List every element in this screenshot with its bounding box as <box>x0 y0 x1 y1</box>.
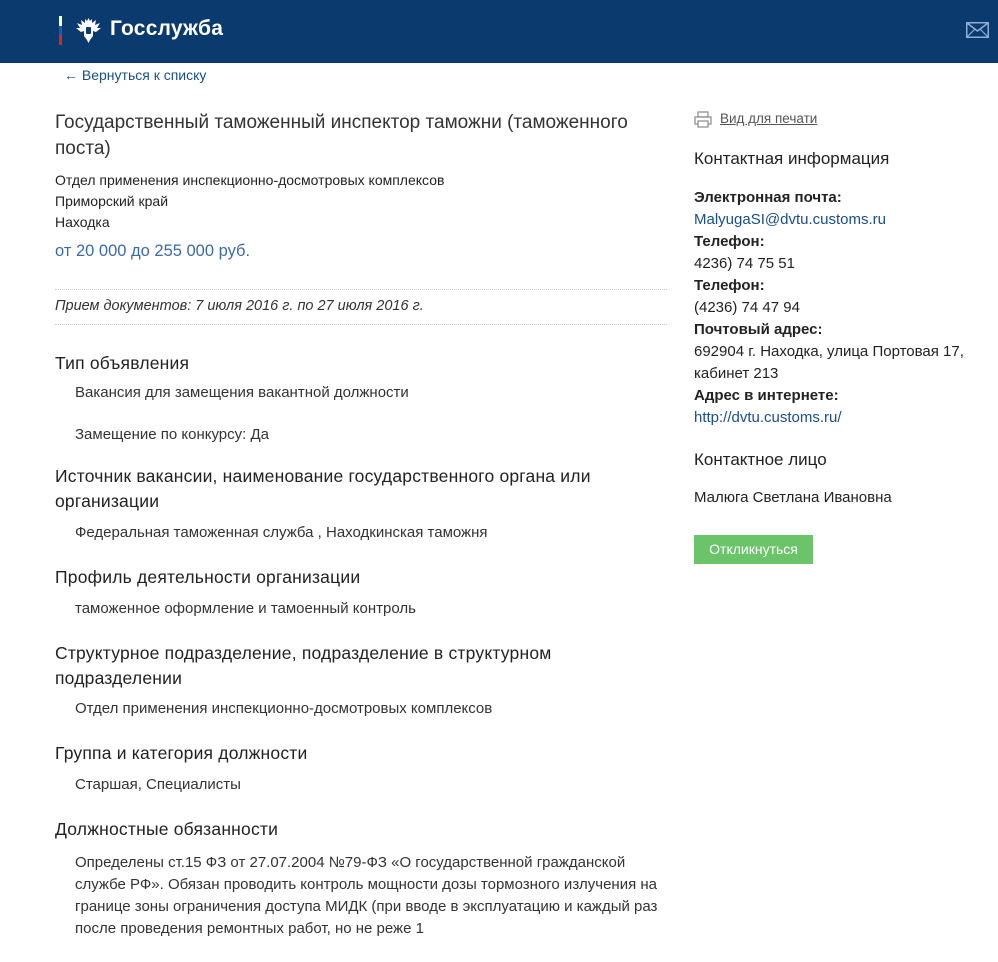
section-unit-title: Структурное подразделение, подразделение в структурном подразделении <box>55 643 552 688</box>
vacancy-main-column <box>55 110 667 940</box>
printer-icon[interactable] <box>694 111 712 128</box>
print-view[interactable] <box>694 110 994 132</box>
contact-heading: Контактная информация <box>694 149 890 168</box>
email-link[interactable]: MalyugaSI@dvtu.customs.ru <box>694 211 886 228</box>
vacancy-department: Отдел применения инспекционно-досмотровых комплексов <box>55 172 445 188</box>
double-headed-eagle-icon <box>75 16 102 45</box>
section-ad-type-competition: Замещение по конкурсу: Да <box>75 426 269 443</box>
section-group-value: Старшая, Специалисты <box>75 776 241 793</box>
back-to-list-link[interactable]: ← Вернуться к списку <box>64 67 207 83</box>
documents-period: Прием документов: 7 июля 2016 г. по 27 июля 2016 г. <box>55 289 667 325</box>
section-group-title: Группа и категория должности <box>55 743 308 763</box>
section-unit-value: Отдел применения инспекционно-досмотровых комплексов <box>75 700 493 717</box>
vacancy-salary: от 20 000 до 255 000 руб. <box>55 242 251 260</box>
vacancy-title: Государственный таможенный инспектор таможни (таможенного поста) <box>55 112 628 159</box>
russian-flag-icon <box>59 16 62 45</box>
contact-person-name: Малюга Светлана Ивановна <box>694 489 892 506</box>
vacancy-region: Приморский край <box>55 193 169 209</box>
contact-sidebar <box>694 110 994 509</box>
envelope-icon[interactable] <box>966 22 989 38</box>
address-value: 692904 г. Находка, улица Портовая 17, кабинет 213 <box>694 343 964 382</box>
address-label: Почтовый адрес: <box>694 321 823 338</box>
phone1-label: Телефон: <box>694 233 765 250</box>
respond-button[interactable]: Откликнуться <box>694 535 813 564</box>
phone2-value: (4236) 74 47 94 <box>694 299 800 316</box>
phone1-value: 4236) 74 75 51 <box>694 255 795 272</box>
section-duties-value: Определены ст.15 ФЗ от 27.07.2004 №79-ФЗ «О государственной гражданской службе РФ». Обязан проводить контроль мощности дозы тормозного излучения на границе зоны ограничения доступа МИДК (при вводе в эксплуатацию и каждый раз после проведения ремонтных работ, но не реже 1 <box>75 854 658 937</box>
vacancy-city: Находка <box>55 214 110 230</box>
email-label: Электронная почта: <box>694 189 842 206</box>
section-profile-value: таможенное оформление и тамоенный контроль <box>75 600 416 617</box>
site-logo-text[interactable]: Госслужба <box>110 17 224 40</box>
section-source-value: Федеральная таможенная служба , Находкинская таможня <box>75 524 488 541</box>
vacancy-meta <box>55 170 667 233</box>
section-profile-title: Профиль деятельности организации <box>55 567 361 587</box>
section-duties-title: Должностные обязанности <box>55 819 279 839</box>
print-view-link[interactable]: Вид для печати <box>720 111 818 126</box>
web-link[interactable]: http://dvtu.customs.ru/ <box>694 409 842 426</box>
section-ad-type-title: Тип объявления <box>55 353 190 373</box>
section-source-title: Источник вакансии, наименование государственного органа или организации <box>55 466 591 511</box>
contact-person-heading: Контактное лицо <box>694 450 827 469</box>
top-navigation-bar <box>0 0 998 63</box>
phone2-label: Телефон: <box>694 277 765 294</box>
section-ad-type-value: Вакансия для замещения вакантной должности <box>75 384 409 401</box>
web-label: Адрес в интернете: <box>694 387 839 404</box>
